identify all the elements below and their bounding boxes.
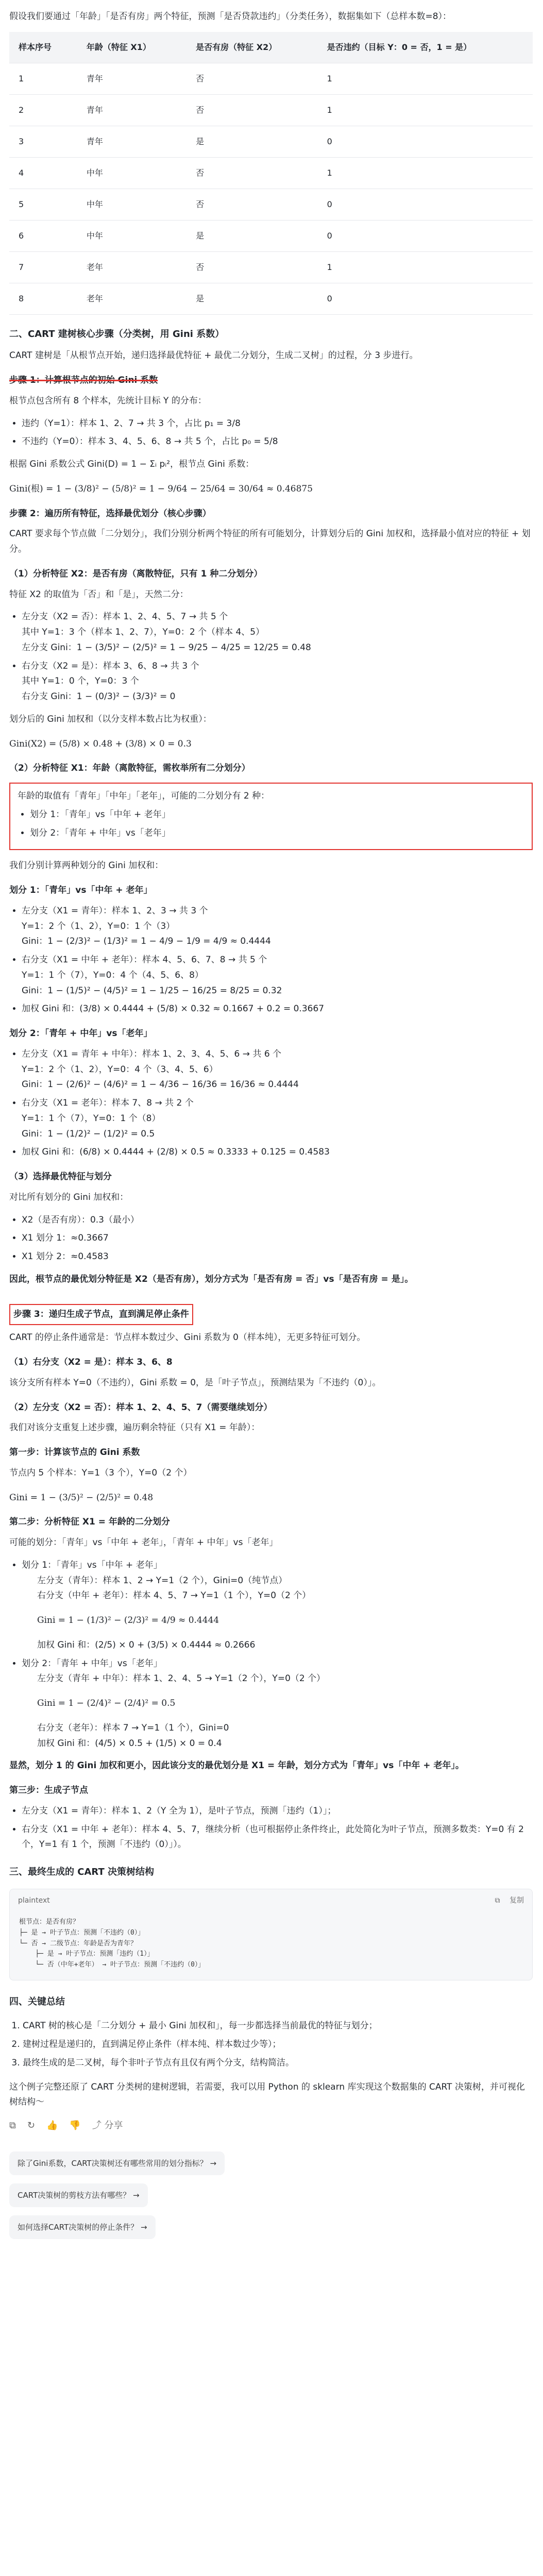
table-cell: 是 (186, 220, 318, 251)
table-cell: 0 (318, 220, 533, 251)
step1-desc: 根节点包含所有 8 个样本，先统计目标 Y 的分布： (9, 395, 207, 406)
x2-branch-list (9, 609, 533, 705)
list-item (22, 1656, 533, 1752)
split1-right-sub: Y=1：1 个（7），Y=0：4 个（4、5、6、8） (22, 970, 203, 980)
left-split-list (9, 1558, 533, 1752)
x1-split-list (18, 807, 524, 841)
copy-code-label: 复制 (510, 1896, 524, 1905)
suggestion-chip[interactable]: 除了Gini系数，CART决策树还有哪些常用的划分指标？ → (9, 2151, 225, 2175)
summary-list (9, 2019, 533, 2071)
table-cell: 5 (9, 189, 77, 220)
left-split2-label: • 划分 2：「青年 + 中年」vs「老年」 (22, 1658, 162, 1669)
x1-heading: （2）分析特征 X1：年龄（离散特征，需枚举所有二分划分） (9, 763, 250, 774)
step2-desc: CART 要求每个节点做「二分划分」，我们分别分析两个特征的所有可能划分，计算划分后的 Gini 加权和，选择最小值对应的特征 + 划分。 (9, 529, 531, 554)
table-cell: 中年 (77, 220, 186, 251)
share-icon: ⤴ (92, 2120, 101, 2131)
list-item: • 加权 Gini 和：(3/8) × 0.4444 + (5/8) × 0.32 ≈ 0.1667 + 0.2 = 0.3667 (22, 1002, 533, 1017)
choose-desc: 对比所有划分的 Gini 加权和： (9, 1192, 129, 1202)
split1-right: • 右分支（X1 = 中年 + 老年）：样本 4、5、6、7、8 → 共 5 个 (22, 955, 267, 965)
table-cell: 2 (9, 94, 77, 126)
share-label: 分享 (104, 2120, 123, 2131)
share-button[interactable] (92, 2117, 123, 2134)
list-item (22, 904, 533, 950)
step1-heading: 步骤 1：计算根节点的初始 Gini 系数 (9, 375, 158, 385)
table-cell: 老年 (77, 251, 186, 283)
table-cell: 0 (318, 189, 533, 220)
split1-right-gini: Gini：1 − (1/5)² − (4/5)² = 1 − 1/25 − 16/25 = 8/25 = 0.32 (22, 985, 282, 996)
table-cell: 1 (318, 157, 533, 189)
table-header-cell: 是否有房（特征 X2） (186, 32, 318, 63)
left-split1-label: • 划分 1：「青年」vs「中年 + 老年」 (22, 1560, 162, 1570)
list-item: 1. CART 树的核心是「二分划分 + 最小 Gini 加权和」，每一步都选择当前最优的特征与划分； (23, 2019, 533, 2034)
left-step2-heading: 第二步：分析特征 X1 = 年龄的二分划分 (9, 1517, 170, 1528)
split2-left-sub: Y=1：2 个（1、2），Y=0：4 个（3、4、5、6） (22, 1064, 218, 1075)
table-cell: 1 (318, 63, 533, 94)
left-step1-desc: 节点内 5 个样本：Y=1（3 个），Y=0（2 个） (9, 1467, 192, 1478)
right-node-heading: （1）右分支（X2 = 是）：样本 3、6、8 (9, 1357, 173, 1367)
left-split2-gini: Gini = 1 − (2/4)² − (2/4)² = 0.5 (37, 1698, 176, 1708)
table-cell: 青年 (77, 126, 186, 157)
table-cell: 7 (9, 251, 77, 283)
list-item (22, 609, 533, 655)
table-cell: 中年 (77, 157, 186, 189)
left-node-heading: （2）左分支（X2 = 否）：样本 1、2、4、5、7（需要继续划分） (9, 1402, 273, 1413)
table-cell: 3 (9, 126, 77, 157)
list-item: • 违约（Y=1）：样本 1、2、7 → 共 3 个，占比 p₁ = 3/8 (22, 416, 533, 432)
list-item: • 右分支（X1 = 中年 + 老年）：样本 4、5、7，继续分析（也可根据停止条件终止，此处简化为叶子节点，预测多数类：Y=0 有 2 个，Y=1 有 1 个，预测「不违约（0）」）。 (22, 1822, 533, 1853)
table-cell: 青年 (77, 94, 186, 126)
x1-splits-highlight-box (9, 783, 533, 850)
table-cell: 否 (186, 189, 318, 220)
left-step3-heading: 第三步：生成子节点 (9, 1785, 88, 1795)
table-cell: 否 (186, 63, 318, 94)
table-cell: 否 (186, 251, 318, 283)
code-language-label: plaintext (18, 1896, 50, 1905)
x2-left-sub: 其中 Y=1：3 个（样本 1、2、7），Y=0：2 个（样本 4、5） (22, 627, 265, 637)
split1-left-sub: Y=1：2 个（1、2），Y=0：1 个（3） (22, 921, 175, 931)
split2-right-sub: Y=1：1 个（7），Y=0：1 个（8） (22, 1113, 161, 1124)
x1-compute-text: 我们分别计算两种划分的 Gini 加权和： (9, 860, 164, 871)
section-4-heading: 四、关键总结 (9, 1996, 65, 2007)
left-node-desc: 我们对该分支重复上述步骤，遍历剩余特征（只有 X1 = 年龄）： (9, 1422, 260, 1433)
split2-heading: 划分 2：「青年 + 中年」vs「老年」 (9, 1028, 152, 1039)
list-item: 3. 最终生成的是二叉树，每个非叶子节点有且仅有两个分支，结构简洁。 (23, 2056, 533, 2071)
message-toolbar (9, 2117, 533, 2134)
split1-left-gini: Gini：1 − (2/3)² − (1/3)² = 1 − 4/9 − 1/9 = 4/9 ≈ 0.4444 (22, 936, 271, 947)
table-row (9, 94, 533, 126)
step2-heading: 步骤 2：遍历所有特征，选择最优划分（核心步骤） (9, 508, 211, 519)
table-row (9, 283, 533, 314)
split1-heading: 划分 1：「青年」vs「中年 + 老年」 (9, 885, 152, 895)
list-item: • 划分 2：「青年 + 中年」vs「老年」 (30, 826, 524, 841)
copy-icon[interactable]: ⧉ (9, 2120, 16, 2131)
table-cell: 老年 (77, 283, 186, 314)
list-item: • 划分 1：「青年」vs「中年 + 老年」 (30, 807, 524, 823)
list-item: • 左分支（X1 = 青年）：样本 1、2（Y 全为 1），是叶子节点，预测「违约（1）」； (22, 1804, 533, 1819)
split2-right: • 右分支（X1 = 老年）：样本 7、8 → 共 2 个 (22, 1098, 194, 1108)
table-cell: 中年 (77, 189, 186, 220)
table-row (9, 63, 533, 94)
split2-left: • 左分支（X1 = 青年 + 中年）：样本 1、2、3、4、5、6 → 共 6 个 (22, 1048, 282, 1059)
list-item: • 不违约（Y=0）：样本 3、4、5、6、8 → 共 5 个，占比 p₀ = 5/8 (22, 434, 533, 450)
left-split2-left: 左分支（青年 + 中年）：样本 1、2、4、5 → Y=1（2 个），Y=0（2 个） (37, 1673, 326, 1684)
x2-left-branch: • 左分支（X2 = 否）：样本 1、2、4、5、7 → 共 5 个 (22, 612, 228, 622)
x2-right-sub: 其中 Y=1：0 个，Y=0：3 个 (22, 676, 139, 687)
list-item (22, 659, 533, 705)
table-cell: 1 (318, 94, 533, 126)
copy-code-button[interactable]: ⧉ 复制 (495, 1896, 524, 1905)
left-split2-right: 右分支（老年）：样本 7 → Y=1（1 个），Gini=0 (37, 1722, 229, 1733)
x2-left-gini: 左分支 Gini：1 − (3/5)² − (2/5)² = 1 − 9/25 − 4/25 = 12/25 = 0.48 (22, 642, 311, 653)
x2-weighted-intro: 划分后的 Gini 加权和（以分支样本数占比为权重）： (9, 714, 212, 724)
step3-desc: CART 的停止条件通常是：节点样本数过少、Gini 系数为 0（样本纯），无更多特征可划分。 (9, 1332, 366, 1343)
split2-left-gini: Gini：1 − (2/6)² − (4/6)² = 1 − 4/36 − 16/36 = 16/36 ≈ 0.4444 (22, 1079, 299, 1090)
table-row (9, 157, 533, 189)
table-row (9, 251, 533, 283)
x2-right-gini: 右分支 Gini：1 − (0/3)² − (3/3)² = 0 (22, 691, 176, 702)
left-split2-weighted: 加权 Gini 和：(4/5) × 0.5 + (1/5) × 0 = 0.4 (37, 1738, 222, 1749)
list-item (22, 953, 533, 998)
list-item: • X1 划分 1：≈0.3667 (22, 1231, 533, 1246)
list-item (22, 1096, 533, 1142)
left-step1-gini: Gini = 1 − (3/5)² − (2/5)² = 0.48 (9, 1492, 154, 1503)
left-conclusion: 显然，划分 1 的 Gini 加权和更小，因此该分支的最优划分是 X1 = 年龄，划分方式为「青年」vs「中年 + 老年」。 (9, 1760, 464, 1771)
x2-weighted-formula: Gini(X2) = (5/8) × 0.48 + (3/8) × 0 = 0.3 (9, 738, 192, 749)
x2-heading: （1）分析特征 X2：是否有房（离散特征，只有 1 种二分划分） (9, 568, 263, 579)
table-cell: 是 (186, 283, 318, 314)
x2-desc: 特征 X2 的取值为「否」和「是」，天然二分： (9, 589, 189, 600)
split2-right-gini: Gini：1 − (1/2)² − (1/2)² = 0.5 (22, 1128, 155, 1139)
code-header (10, 1889, 532, 1912)
code-block (9, 1889, 533, 1980)
suggestion-chip[interactable]: 如何选择CART决策树的停止条件？ → (9, 2215, 156, 2239)
list-item (22, 1558, 533, 1653)
list-item: • X1 划分 2：≈0.4583 (22, 1249, 533, 1265)
intro-text: 假设我们要通过「年龄」「是否有房」两个特征，预测「是否贷款违约」（分类任务），数据集如下（总样本数=8）： (9, 11, 452, 22)
left-split1-right: 右分支（中年 + 老年）：样本 4、5、7 → Y=1（1 个），Y=0（2 个） (37, 1590, 311, 1601)
table-cell: 0 (318, 126, 533, 157)
chat-response (0, 9, 543, 2243)
suggestion-chip[interactable]: CART决策树的剪枝方法有哪些？ → (9, 2183, 148, 2207)
step3-heading: 步骤 3：递归生成子节点，直到满足停止条件 (9, 1304, 193, 1326)
refresh-icon[interactable]: ↻ (27, 2120, 35, 2131)
table-header-cell: 是否违约（目标 Y：0 = 否，1 = 是） (318, 32, 533, 63)
split1-list (9, 904, 533, 1017)
table-cell: 6 (9, 220, 77, 251)
table-header-cell: 样本序号 (9, 32, 77, 63)
left-step3-list (9, 1804, 533, 1853)
table-row (9, 126, 533, 157)
list-item: • 加权 Gini 和：(6/8) × 0.4444 + (2/8) × 0.5 ≈ 0.3333 + 0.125 = 0.4583 (22, 1145, 533, 1160)
gini-formula-intro: 根据 Gini 系数公式 Gini(D) = 1 − Σᵢ pᵢ²，根节点 Gini 系数： (9, 459, 254, 469)
choose-list (9, 1213, 533, 1265)
split1-left: • 左分支（X1 = 青年）：样本 1、2、3 → 共 3 个 (22, 905, 208, 916)
table-header-cell: 年龄（特征 X1） (77, 32, 186, 63)
table-cell: 否 (186, 94, 318, 126)
left-split1-left: 左分支（青年）：样本 1、2 → Y=1（2 个），Gini=0（纯节点） (37, 1575, 287, 1586)
section-2-desc: CART 建树是「从根节点开始，递归选择最优特征 + 最优二分划分，生成二叉树」的过程，分 3 步进行。 (9, 350, 418, 361)
list-item: 2. 建树过程是递归的，直到满足停止条件（样本纯、样本数过少等）； (23, 2037, 533, 2053)
left-split1-gini: Gini = 1 − (1/3)² − (2/3)² = 4/9 ≈ 0.4444 (37, 1615, 219, 1625)
choose-heading: （3）选择最优特征与划分 (9, 1172, 112, 1182)
thumb-up-icon[interactable]: 👍 (46, 2120, 58, 2131)
x2-right-branch: • 右分支（X2 = 是）：样本 3、6、8 → 共 3 个 (22, 660, 199, 671)
table-row (9, 220, 533, 251)
suggestion-list (9, 2147, 533, 2244)
table-header-row (9, 32, 533, 63)
section-3-heading: 三、最终生成的 CART 决策树结构 (9, 1867, 155, 1877)
code-actions (488, 1894, 524, 1907)
table-cell: 8 (9, 283, 77, 314)
gini-root-formula: Gini(根) = 1 − (3/8)² − (5/8)² = 1 − 9/64 − 25/64 = 30/64 ≈ 0.46875 (9, 483, 313, 494)
dataset-table (9, 32, 533, 315)
table-cell: 否 (186, 157, 318, 189)
closing-text: 这个例子完整还原了 CART 分类树的建树逻辑，若需要，我可以用 Python 的 sklearn 库实现这个数据集的 CART 决策树，并可视化树结构～ (9, 2081, 525, 2108)
thumb-down-icon[interactable]: 👎 (69, 2120, 81, 2131)
left-split1-weighted: 加权 Gini 和：(2/5) × 0 + (3/5) × 0.4444 ≈ 0.2666 (37, 1639, 256, 1650)
table-cell: 1 (318, 251, 533, 283)
table-cell: 青年 (77, 63, 186, 94)
root-conclusion: 因此，根节点的最优划分特征是 X2（是否有房），划分方式为「是否有房 = 否」vs「是否有房 = 是」。 (9, 1274, 414, 1284)
right-node-desc: 该分支所有样本 Y=0（不违约），Gini 系数 = 0，是「叶子节点」，预测结果为「不违约（0）」。 (9, 1377, 381, 1388)
list-item (22, 1047, 533, 1093)
list-item: • X2（是否有房）：0.3（最小） (22, 1213, 533, 1228)
x1-box-line: 年龄的取值有「青年」「中年」「老年」，可能的二分划分有 2 种： (18, 791, 270, 801)
code-content: 根节点：是否有房？ ├─ 是 → 叶子节点：预测「不违约（0）」 └─ 否 → 二级节点：年龄是否为青年？ ├─ 是 → 叶子节点：预测「违约（1）」 └─ 否（中年+老年） → 叶子节点：预测「不违约（0）」 (19, 1918, 205, 1969)
section-2-heading: 二、CART 建树核心步骤（分类树，用 Gini 系数） (9, 328, 225, 340)
table-row (9, 189, 533, 220)
table-cell: 1 (9, 63, 77, 94)
table-cell: 4 (9, 157, 77, 189)
table-cell: 0 (318, 283, 533, 314)
left-step1-heading: 第一步：计算该节点的 Gini 系数 (9, 1447, 140, 1458)
left-step2-desc: 可能的划分：「青年」vs「中年 + 老年」，「青年 + 中年」vs「老年」 (9, 1537, 278, 1548)
table-cell: 是 (186, 126, 318, 157)
root-distribution-list (9, 416, 533, 450)
split2-list (9, 1047, 533, 1160)
